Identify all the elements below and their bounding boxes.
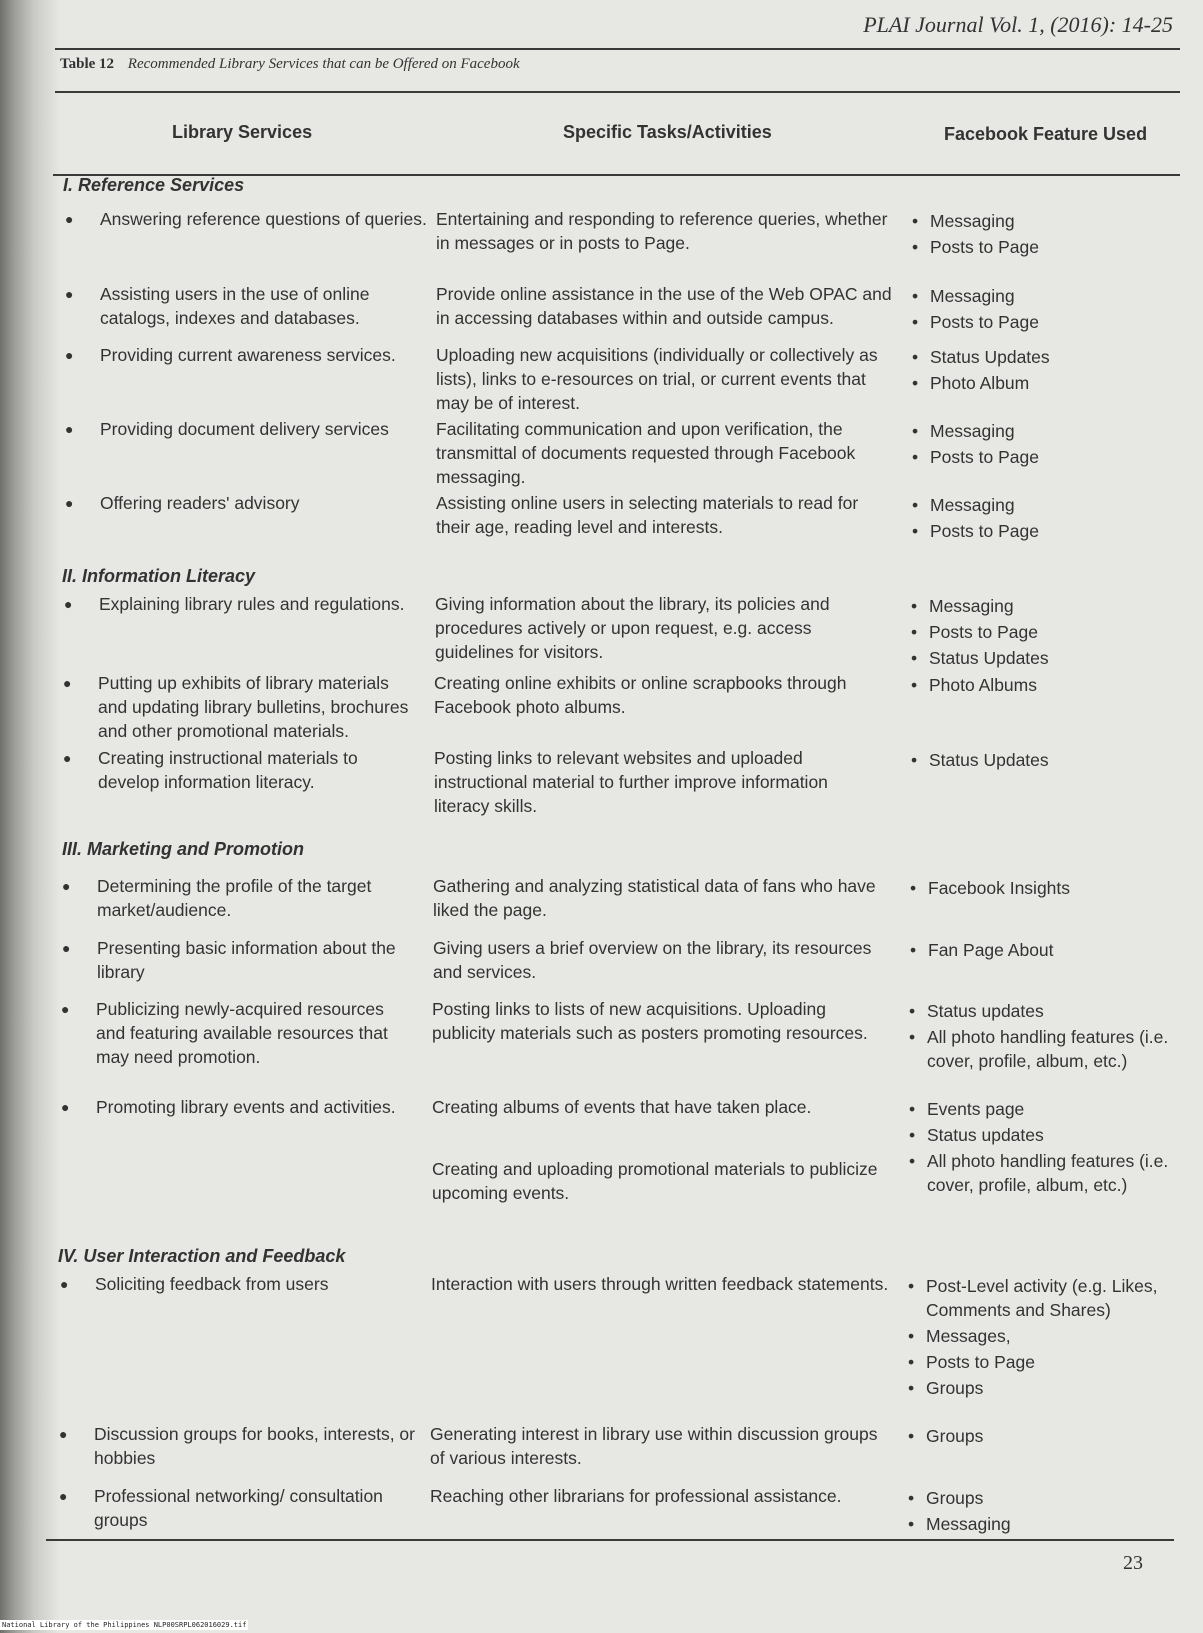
feature-list — [912, 419, 1182, 469]
service-cell: Discussion groups for books, interests, or hobbies — [94, 1424, 415, 1468]
service-cell: Answering reference questions of queries. — [100, 209, 427, 229]
feature-item: • Messaging — [912, 419, 1182, 443]
feature-item: • Status Updates — [911, 646, 1181, 670]
feature-item: • Posts to Page — [912, 310, 1182, 334]
task-cell: Generating interest in library use within discussion groups of various interests. — [430, 1424, 878, 1468]
task-cell: Facilitating communication and upon verification, the transmittal of documents requested through Facebook messaging. — [436, 419, 856, 487]
feature-list — [908, 1424, 1178, 1448]
task-cell: Creating albums of events that have taken place. — [432, 1097, 812, 1117]
feature-list — [909, 999, 1179, 1073]
service-cell: Providing current awareness services. — [100, 345, 396, 365]
bullet-icon: ● — [61, 1001, 70, 1017]
bullet-icon: ● — [62, 878, 71, 894]
feature-list — [911, 748, 1181, 772]
column-header-library-services: Library Services — [172, 122, 313, 142]
feature-item: • Posts to Page — [908, 1350, 1178, 1374]
service-cell: Explaining library rules and regulations. — [99, 594, 405, 614]
feature-list — [910, 876, 1180, 900]
bullet-icon: ● — [65, 347, 74, 363]
service-cell: Promoting library events and activities. — [96, 1097, 396, 1117]
service-cell: Offering readers' advisory — [100, 493, 300, 513]
service-cell: Putting up exhibits of library materials and updating library bulletins, brochures and other promotional materials. — [98, 673, 409, 741]
section-title: II. Information Literacy — [62, 566, 256, 586]
column-header-specific-tasks: Specific Tasks/Activities — [563, 122, 772, 142]
service-cell: Creating instructional materials to develop information literacy. — [98, 748, 358, 792]
service-cell: Professional networking/ consultation groups — [94, 1486, 383, 1530]
feature-item: • Posts to Page — [912, 519, 1182, 543]
task-cell: Interaction with users through written feedback statements. — [431, 1274, 889, 1294]
feature-item: • Status Updates — [911, 748, 1181, 772]
feature-item: • Messaging — [912, 209, 1182, 233]
service-cell: Assisting users in the use of online catalogs, indexes and databases. — [100, 284, 370, 328]
feature-item: • Status updates — [909, 999, 1179, 1023]
service-cell: Presenting basic information about the library — [97, 938, 396, 982]
page-number: 23 — [1123, 1552, 1143, 1574]
task-cell: Posting links to lists of new acquisitions. Uploading publicity materials such as posters promoting resources. — [432, 999, 868, 1043]
section-title: I. Reference Services — [63, 175, 245, 195]
feature-item: • Events page — [909, 1097, 1179, 1121]
bullet-icon: ● — [64, 596, 73, 612]
task-cell: Provide online assistance in the use of the Web OPAC and in accessing databases within and outside campus. — [436, 284, 892, 328]
feature-item: • Messaging — [911, 594, 1181, 618]
bullet-icon: ● — [63, 675, 72, 691]
bullet-icon: ● — [59, 1426, 68, 1442]
bullet-icon: ● — [59, 1488, 68, 1504]
task-cell: Creating online exhibits or online scrapbooks through Facebook photo albums. — [434, 673, 847, 717]
feature-item: • Photo Albums — [911, 673, 1181, 697]
service-cell: Publicizing newly-acquired resources and featuring available resources that may need promotion. — [96, 999, 388, 1067]
feature-item: • Groups — [908, 1376, 1178, 1400]
feature-item: • Status Updates — [912, 345, 1182, 369]
bullet-icon: ● — [65, 211, 74, 227]
task-cell: Posting links to relevant websites and uploaded instructional material to further improve information literacy skills. — [434, 748, 828, 816]
feature-item: • Facebook Insights — [910, 876, 1180, 900]
bullet-icon: ● — [65, 286, 74, 302]
feature-item: • Photo Album — [912, 371, 1182, 395]
feature-list — [912, 209, 1182, 259]
task-cell: Gathering and analyzing statistical data of fans who have liked the page. — [433, 876, 876, 920]
feature-item: • All photo handling features (i.e. cover, profile, album, etc.) — [909, 1149, 1179, 1197]
task-cell-secondary: Creating and uploading promotional materials to publicize upcoming events. — [432, 1159, 878, 1203]
service-cell: Determining the profile of the target market/audience. — [97, 876, 372, 920]
feature-item: • Groups — [908, 1424, 1178, 1448]
feature-item: • All photo handling features (i.e. cover, profile, album, etc.) — [909, 1025, 1179, 1073]
feature-list — [909, 1097, 1179, 1197]
service-cell: Soliciting feedback from users — [95, 1274, 329, 1294]
scan-footer: National Library of the Philippines NLP00SRPL062016029.tif — [2, 1621, 247, 1629]
feature-list — [910, 938, 1180, 962]
task-cell: Assisting online users in selecting materials to read for their age, reading level and interests. — [436, 493, 859, 537]
journal-header: PLAI Journal Vol. 1, (2016): 14-25 — [863, 12, 1173, 37]
task-cell: Giving users a brief overview on the library, its resources and services. — [433, 938, 872, 982]
bullet-icon: ● — [65, 495, 74, 511]
table-title: Recommended Library Services that can be Offered on Facebook — [127, 56, 520, 72]
task-cell: Giving information about the library, its policies and procedures actively or upon request, e.g. access guidelines for visitors. — [435, 594, 830, 662]
book-binding-shadow — [0, 0, 60, 1633]
top-rule — [55, 48, 1180, 50]
feature-item: • Post-Level activity (e.g. Likes, Comments and Shares) — [908, 1274, 1178, 1322]
task-cell: Entertaining and responding to reference queries, whether in messages or in posts to Page. — [436, 209, 888, 253]
feature-item: • Messages, — [908, 1324, 1178, 1348]
feature-list — [911, 673, 1181, 697]
feature-list — [912, 284, 1182, 334]
feature-item: • Posts to Page — [912, 445, 1182, 469]
table-caption — [60, 56, 520, 73]
bullet-icon: ● — [61, 1099, 70, 1115]
feature-item: • Posts to Page — [912, 235, 1182, 259]
column-header-facebook-feature: Facebook Feature Used — [944, 124, 1148, 144]
feature-item: • Fan Page About — [910, 938, 1180, 962]
feature-item: • Posts to Page — [911, 620, 1181, 644]
feature-item: • Status updates — [909, 1123, 1179, 1147]
feature-list — [911, 594, 1181, 670]
section-title: III. Marketing and Promotion — [62, 839, 305, 859]
bullet-icon: ● — [60, 1276, 69, 1292]
feature-item: • Messaging — [908, 1512, 1178, 1536]
task-cell: Reaching other librarians for professional assistance. — [430, 1486, 842, 1506]
caption-rule — [55, 91, 1180, 93]
bottom-rule — [46, 1539, 1174, 1541]
feature-list — [912, 345, 1182, 395]
feature-list — [908, 1486, 1178, 1536]
section-title: IV. User Interaction and Feedback — [58, 1246, 346, 1266]
bullet-icon: ● — [65, 421, 74, 437]
feature-item: • Messaging — [912, 493, 1182, 517]
bullet-icon: ● — [63, 750, 72, 766]
table-number: Table 12 — [60, 56, 115, 72]
service-cell: Providing document delivery services — [100, 419, 389, 439]
feature-list — [912, 493, 1182, 543]
feature-item: • Messaging — [912, 284, 1182, 308]
feature-item: • Groups — [908, 1486, 1178, 1510]
task-cell: Uploading new acquisitions (individually or collectively as lists), links to e-resources on trial, or current events that may be of interest. — [436, 345, 878, 413]
bullet-icon: ● — [62, 940, 71, 956]
feature-list — [908, 1274, 1178, 1400]
